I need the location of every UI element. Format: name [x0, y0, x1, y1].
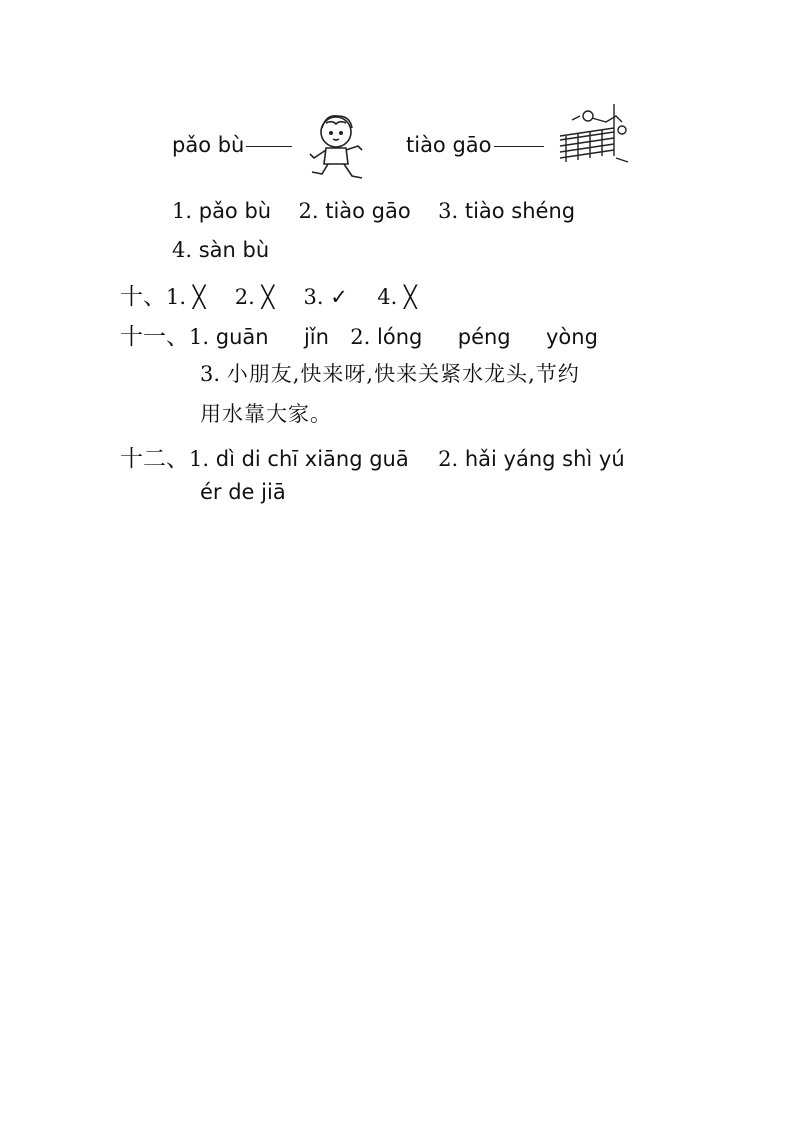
running-child-illustration	[302, 108, 372, 184]
q9-answers-row2	[172, 238, 269, 262]
q12-answer-2-line1: hǎi yáng shì yú	[464, 447, 625, 471]
q10-cross-mark-4: ╳	[403, 285, 417, 309]
jump-label: tiào gāo	[406, 133, 492, 157]
q9-num-4: 4.	[172, 238, 193, 262]
q11-num-3: 3.	[200, 362, 221, 386]
q9-answer-4: sàn bù	[198, 238, 270, 262]
run-label-row	[172, 133, 294, 157]
q10-section-label: 十、	[120, 284, 166, 310]
q10-cross-mark-2: ╳	[261, 285, 275, 309]
q12-answer-1: dì di chī xiāng guā	[215, 447, 409, 471]
q9-answer-2: tiào gāo	[325, 199, 411, 223]
q12-num-1: 1.	[189, 447, 210, 471]
q9-answer-3: tiào shéng	[464, 199, 576, 223]
jump-label-row	[406, 133, 546, 157]
high-jump-illustration	[556, 100, 638, 168]
run-label: pǎo bù	[172, 133, 245, 157]
q12-section-label: 十二、	[120, 446, 189, 472]
q10-num-4: 4.	[377, 285, 398, 309]
q10-num-2: 2.	[234, 285, 255, 309]
q11-answer-1a: guān	[215, 325, 269, 349]
q9-num-3: 3.	[438, 199, 459, 223]
q11-answer-1b: jǐn	[303, 325, 329, 349]
q10-row	[120, 278, 417, 311]
q11-num-1: 1.	[189, 325, 210, 349]
q12-row2	[200, 480, 286, 504]
q10-cross-mark-1: ╳	[192, 285, 206, 309]
q10-num-3: 3.	[303, 285, 324, 309]
q11-row2	[200, 358, 580, 388]
q11-answer-3-line1: 小朋友,快来呀,快来关紧水龙头,节约	[226, 362, 580, 386]
q9-num-1: 1.	[172, 199, 193, 223]
q11-answer-2a: lóng	[377, 325, 423, 349]
q12-num-2: 2.	[438, 447, 459, 471]
jump-connector-line	[494, 146, 544, 147]
q11-row3	[200, 398, 332, 428]
run-connector-line	[246, 146, 292, 147]
q10-check-mark-3: ✓	[330, 285, 348, 309]
q9-answers-row1	[172, 199, 575, 223]
q9-answer-1: pǎo bù	[198, 199, 272, 223]
q12-answer-2-line2: ér de jiā	[200, 480, 286, 504]
q11-num-2: 2.	[350, 325, 371, 349]
q10-num-1: 1.	[166, 285, 187, 309]
q11-answer-3-line2: 用水靠大家。	[200, 402, 332, 426]
q11-answer-2b: péng	[457, 325, 511, 349]
q12-row1	[120, 440, 625, 473]
q9-num-2: 2.	[298, 199, 319, 223]
q11-row1	[120, 318, 598, 351]
q11-section-label: 十一、	[120, 324, 189, 350]
q11-answer-2c: yòng	[546, 325, 598, 349]
